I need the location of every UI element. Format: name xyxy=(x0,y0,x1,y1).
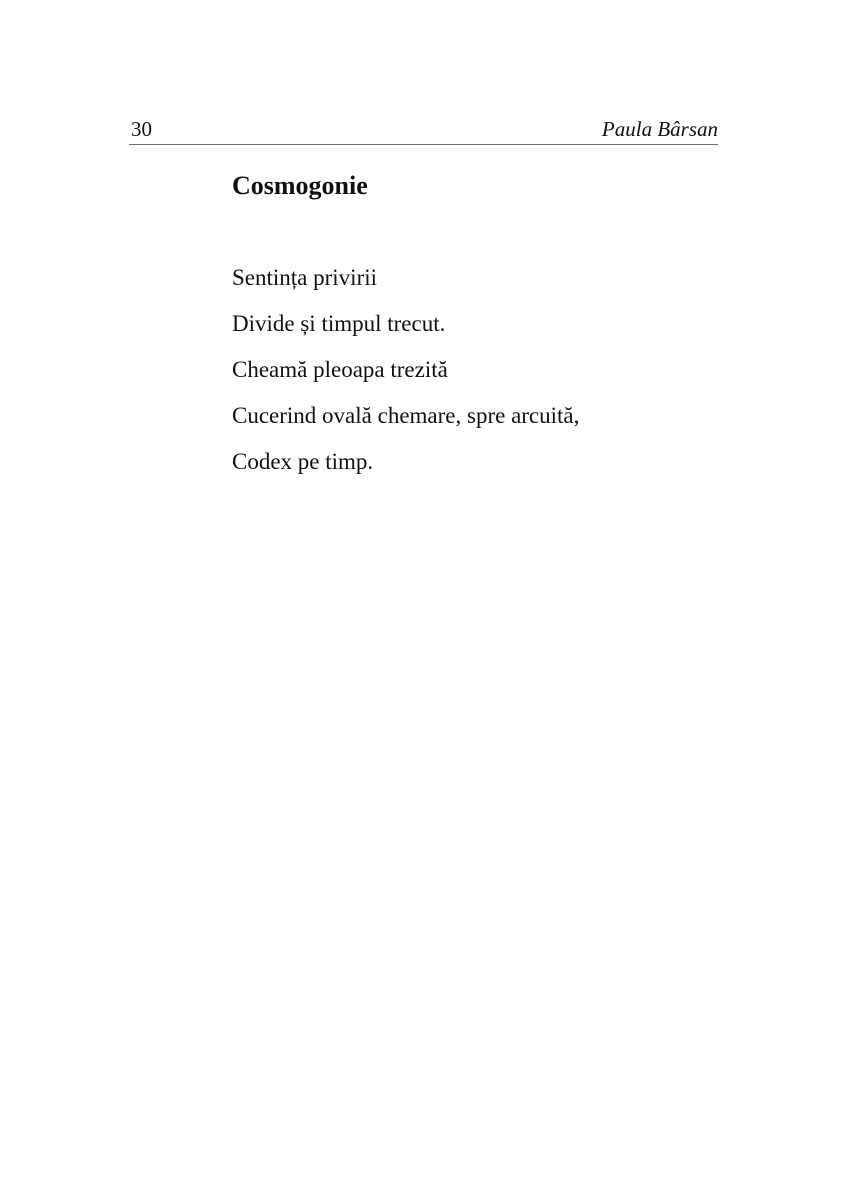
poem-line: Cheamă pleoapa trezită xyxy=(232,357,448,382)
poem-line: Sentința privirii xyxy=(232,265,378,290)
author-name: Paula Bârsan xyxy=(601,117,718,141)
poem-line: Cucerind ovală chemare, spre arcuită, xyxy=(232,403,580,428)
poem-line: Divide și timpul trecut. xyxy=(232,311,446,336)
page-number: 30 xyxy=(131,117,152,141)
running-header xyxy=(129,116,718,145)
poem-title: Cosmogonie xyxy=(232,171,368,200)
poem xyxy=(232,170,732,495)
poem-line: Codex pe timp. xyxy=(232,449,374,474)
poem-lines xyxy=(232,265,732,475)
